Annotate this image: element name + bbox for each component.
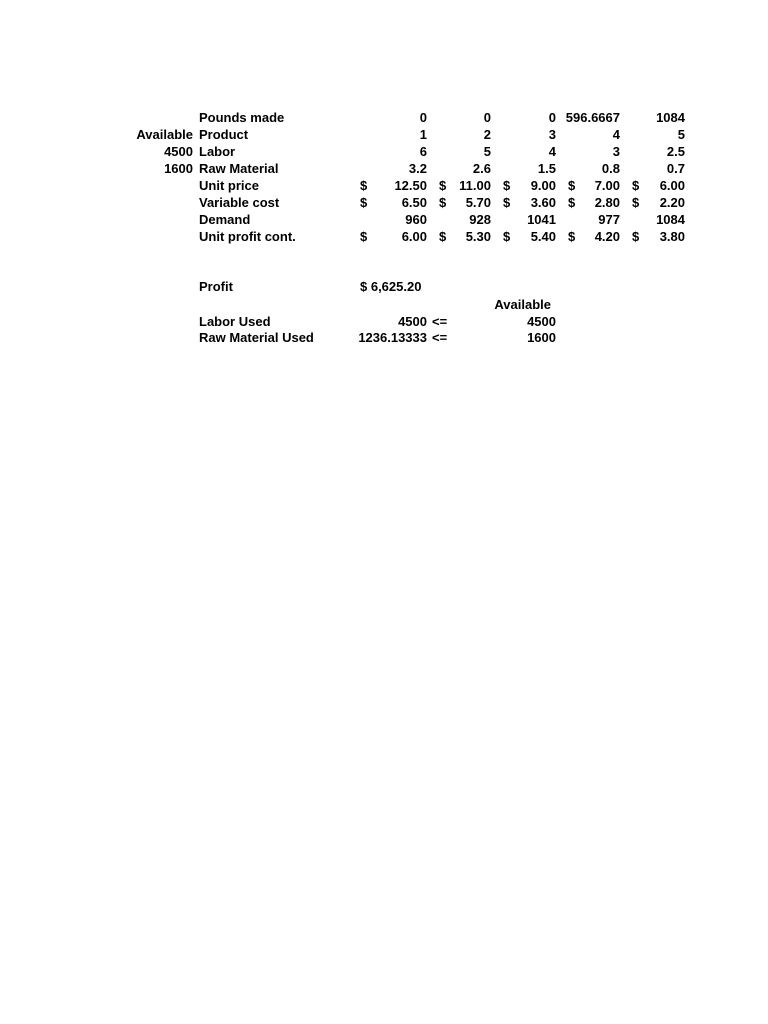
table-cell: 3.80 bbox=[659, 229, 685, 244]
table-cell: 0 bbox=[419, 110, 427, 125]
table-cell: 5.70 bbox=[465, 195, 491, 210]
constraint-operator: <= bbox=[432, 314, 448, 329]
currency-symbol: $ bbox=[439, 229, 447, 244]
table-cell: 0.7 bbox=[666, 161, 685, 176]
table-cell: 0 bbox=[483, 110, 491, 125]
table-cell: 928 bbox=[469, 212, 491, 227]
row-label: Pounds made bbox=[199, 110, 285, 125]
currency-symbol: $ bbox=[360, 178, 368, 193]
table-cell: 1041 bbox=[527, 212, 556, 227]
currency-symbol: $ bbox=[360, 229, 368, 244]
table-cell: 6 bbox=[419, 144, 427, 159]
currency-symbol: $ bbox=[568, 229, 576, 244]
table-cell: 977 bbox=[598, 212, 620, 227]
constraint-used: 4500 bbox=[398, 314, 427, 329]
table-cell: 6.50 bbox=[401, 195, 427, 210]
table-cell: 3 bbox=[612, 144, 620, 159]
currency-symbol: $ bbox=[360, 195, 368, 210]
table-cell: 12.50 bbox=[394, 178, 427, 193]
table-cell: 1 bbox=[419, 127, 427, 142]
table-cell: 5.30 bbox=[465, 229, 491, 244]
constraint-operator: <= bbox=[432, 330, 448, 345]
table-cell: 4 bbox=[612, 127, 620, 142]
table-cell: 3 bbox=[548, 127, 556, 142]
currency-symbol: $ bbox=[439, 178, 447, 193]
table-cell: 3.60 bbox=[530, 195, 556, 210]
constraint-label: Raw Material Used bbox=[199, 330, 314, 345]
row-label: Labor bbox=[199, 144, 236, 159]
table-cell: 3.2 bbox=[408, 161, 427, 176]
constraint-available: 4500 bbox=[527, 314, 556, 329]
table-cell: 960 bbox=[405, 212, 427, 227]
currency-symbol: $ bbox=[632, 178, 640, 193]
currency-symbol: $ bbox=[439, 195, 447, 210]
available-header: Available bbox=[494, 297, 551, 312]
left-label-raw-available: 1600 bbox=[164, 161, 193, 176]
currency-symbol: $ bbox=[632, 229, 640, 244]
currency-symbol: $ bbox=[503, 229, 511, 244]
table-cell: 6.00 bbox=[401, 229, 427, 244]
row-label: Product bbox=[199, 127, 249, 142]
table-cell: 5.40 bbox=[530, 229, 556, 244]
currency-symbol: $ bbox=[568, 195, 576, 210]
profit-label: Profit bbox=[199, 279, 233, 294]
left-label-available: Available bbox=[136, 127, 193, 142]
row-label: Unit price bbox=[199, 178, 259, 193]
table-cell: 0.8 bbox=[601, 161, 620, 176]
table-cell: 2.5 bbox=[666, 144, 685, 159]
table-cell: 5 bbox=[483, 144, 491, 159]
table-cell: 6.00 bbox=[659, 178, 685, 193]
profit-value: $ 6,625.20 bbox=[360, 279, 422, 294]
currency-symbol: $ bbox=[632, 195, 640, 210]
table-cell: 5 bbox=[677, 127, 685, 142]
table-cell: 596.6667 bbox=[565, 110, 620, 125]
table-cell: 9.00 bbox=[530, 178, 556, 193]
row-label: Variable cost bbox=[199, 195, 280, 210]
table-cell: 4.20 bbox=[594, 229, 620, 244]
table-cell: 11.00 bbox=[459, 178, 491, 193]
table-cell: 2.6 bbox=[472, 161, 491, 176]
table-cell: 1.5 bbox=[537, 161, 556, 176]
left-label-labor-available: 4500 bbox=[164, 144, 193, 159]
constraint-used: 1236.13333 bbox=[358, 330, 427, 345]
table-cell: 7.00 bbox=[594, 178, 620, 193]
table-cell: 2 bbox=[483, 127, 491, 142]
row-label: Demand bbox=[199, 212, 251, 227]
table-cell: 2.80 bbox=[594, 195, 620, 210]
currency-symbol: $ bbox=[503, 195, 511, 210]
currency-symbol: $ bbox=[503, 178, 511, 193]
table-cell: 1084 bbox=[656, 212, 685, 227]
constraint-label: Labor Used bbox=[199, 314, 271, 329]
table-cell: 1084 bbox=[656, 110, 685, 125]
currency-symbol: $ bbox=[568, 178, 576, 193]
table-cell: 0 bbox=[548, 110, 556, 125]
table-cell: 2.20 bbox=[659, 195, 685, 210]
row-label: Raw Material bbox=[199, 161, 279, 176]
table-cell: 4 bbox=[548, 144, 556, 159]
row-label: Unit profit cont. bbox=[199, 229, 296, 244]
constraint-available: 1600 bbox=[527, 330, 556, 345]
